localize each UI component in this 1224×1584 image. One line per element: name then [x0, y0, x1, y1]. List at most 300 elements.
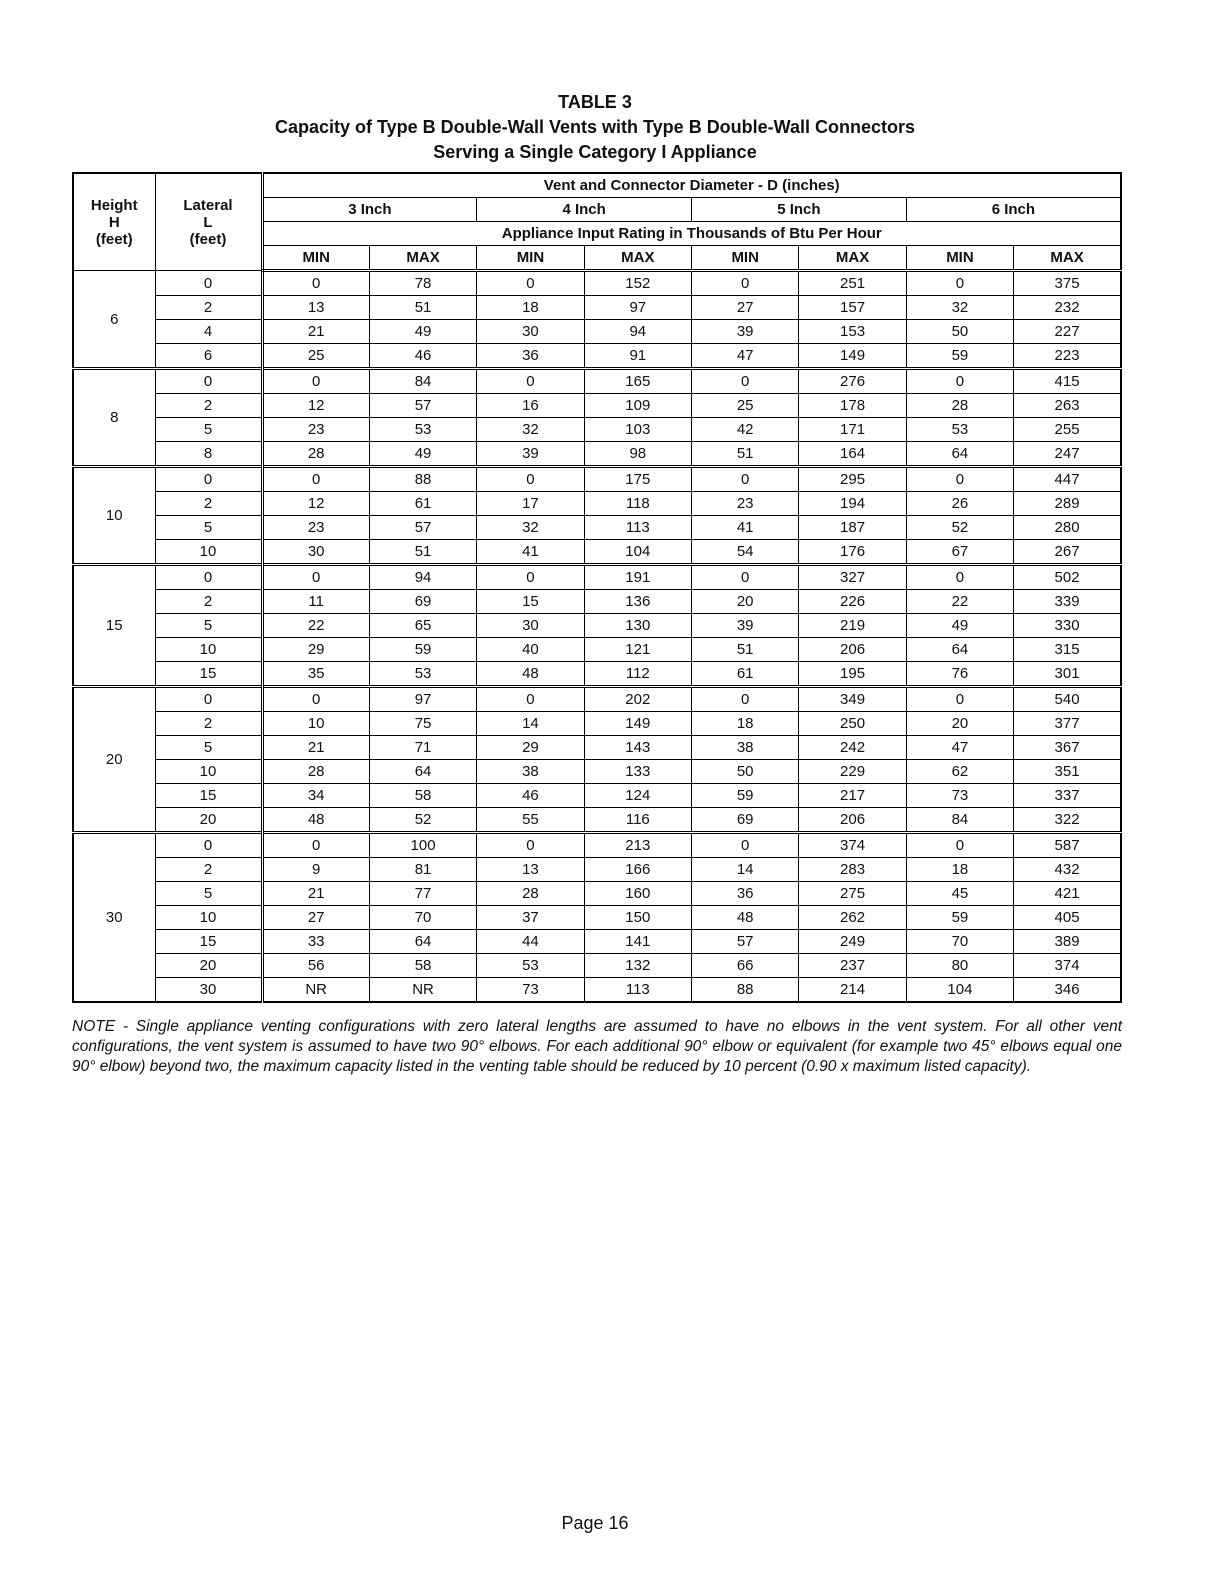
- table-row: [73, 808, 1121, 833]
- capacity-cell: 26: [906, 492, 1013, 516]
- capacity-cell: 130: [584, 614, 691, 638]
- capacity-cell: 59: [369, 638, 476, 662]
- lateral-header: Lateral L (feet): [155, 173, 262, 271]
- lateral-cell: 20: [155, 954, 262, 978]
- height-header: Height H (feet): [73, 173, 155, 271]
- max-header: MAX: [799, 246, 906, 271]
- table-row: [73, 906, 1121, 930]
- capacity-cell: 187: [799, 516, 906, 540]
- table-row: [73, 736, 1121, 760]
- height-cell: 15: [73, 565, 155, 687]
- height-cell: 30: [73, 833, 155, 1003]
- capacity-cell: 97: [369, 687, 476, 712]
- diameter-header: Vent and Connector Diameter - D (inches): [262, 173, 1121, 198]
- capacity-cell: 94: [369, 565, 476, 590]
- capacity-cell: 48: [477, 662, 584, 687]
- table-row: [73, 687, 1121, 712]
- capacity-cell: 32: [477, 516, 584, 540]
- lateral-cell: 2: [155, 394, 262, 418]
- capacity-cell: 94: [584, 320, 691, 344]
- table-row: [73, 978, 1121, 1003]
- table-number: TABLE 3: [558, 92, 632, 112]
- capacity-cell: 84: [906, 808, 1013, 833]
- capacity-cell: 48: [692, 906, 799, 930]
- capacity-cell: 0: [262, 467, 369, 492]
- capacity-cell: 0: [477, 271, 584, 296]
- lateral-cell: 5: [155, 516, 262, 540]
- capacity-cell: 53: [369, 662, 476, 687]
- capacity-cell: 113: [584, 978, 691, 1003]
- capacity-cell: 315: [1014, 638, 1121, 662]
- capacity-cell: 255: [1014, 418, 1121, 442]
- table-row: [73, 784, 1121, 808]
- capacity-cell: 322: [1014, 808, 1121, 833]
- lateral-cell: 5: [155, 418, 262, 442]
- table-row: [73, 271, 1121, 296]
- capacity-cell: 65: [369, 614, 476, 638]
- capacity-cell: 213: [584, 833, 691, 858]
- capacity-cell: 18: [906, 858, 1013, 882]
- lateral-cell: 0: [155, 687, 262, 712]
- lateral-cell: 2: [155, 296, 262, 320]
- capacity-cell: 66: [692, 954, 799, 978]
- table-row: [73, 760, 1121, 784]
- capacity-cell: 36: [692, 882, 799, 906]
- capacity-cell: 39: [692, 320, 799, 344]
- capacity-cell: 59: [906, 906, 1013, 930]
- lateral-cell: 5: [155, 736, 262, 760]
- capacity-cell: 0: [262, 369, 369, 394]
- capacity-cell: 57: [692, 930, 799, 954]
- table-row: [73, 344, 1121, 369]
- capacity-cell: 327: [799, 565, 906, 590]
- table-row: [73, 394, 1121, 418]
- capacity-cell: 56: [262, 954, 369, 978]
- capacity-cell: 41: [692, 516, 799, 540]
- capacity-cell: 36: [477, 344, 584, 369]
- capacity-cell: 0: [262, 271, 369, 296]
- capacity-cell: 81: [369, 858, 476, 882]
- capacity-cell: 50: [692, 760, 799, 784]
- lateral-cell: 2: [155, 590, 262, 614]
- capacity-cell: 49: [369, 320, 476, 344]
- table-row: [73, 638, 1121, 662]
- capacity-cell: 0: [477, 467, 584, 492]
- capacity-cell: 249: [799, 930, 906, 954]
- capacity-cell: 141: [584, 930, 691, 954]
- capacity-cell: 112: [584, 662, 691, 687]
- capacity-cell: 206: [799, 638, 906, 662]
- capacity-cell: 59: [906, 344, 1013, 369]
- capacity-cell: 165: [584, 369, 691, 394]
- capacity-cell: 67: [906, 540, 1013, 565]
- capacity-cell: 51: [369, 540, 476, 565]
- table-row: [73, 858, 1121, 882]
- capacity-cell: 132: [584, 954, 691, 978]
- capacity-cell: 98: [584, 442, 691, 467]
- capacity-cell: 219: [799, 614, 906, 638]
- capacity-cell: 229: [799, 760, 906, 784]
- capacity-cell: 30: [477, 320, 584, 344]
- capacity-cell: 405: [1014, 906, 1121, 930]
- size-5-header: 5 Inch: [692, 198, 907, 222]
- capacity-cell: 0: [477, 833, 584, 858]
- lateral-cell: 2: [155, 492, 262, 516]
- capacity-cell: 73: [906, 784, 1013, 808]
- capacity-cell: 75: [369, 712, 476, 736]
- table-row: [73, 492, 1121, 516]
- capacity-cell: 283: [799, 858, 906, 882]
- capacity-cell: 51: [692, 638, 799, 662]
- capacity-cell: 12: [262, 394, 369, 418]
- capacity-cell: 0: [262, 833, 369, 858]
- capacity-cell: 232: [1014, 296, 1121, 320]
- capacity-cell: 0: [692, 565, 799, 590]
- capacity-cell: 51: [692, 442, 799, 467]
- capacity-cell: 45: [906, 882, 1013, 906]
- table-row: [73, 369, 1121, 394]
- capacity-cell: 116: [584, 808, 691, 833]
- capacity-cell: 502: [1014, 565, 1121, 590]
- capacity-cell: 10: [262, 712, 369, 736]
- capacity-cell: 0: [906, 271, 1013, 296]
- capacity-cell: 0: [692, 687, 799, 712]
- capacity-cell: 64: [369, 760, 476, 784]
- lateral-cell: 10: [155, 760, 262, 784]
- capacity-cell: 25: [692, 394, 799, 418]
- capacity-cell: 22: [906, 590, 1013, 614]
- capacity-cell: 13: [477, 858, 584, 882]
- capacity-cell: 28: [262, 442, 369, 467]
- capacity-cell: 53: [369, 418, 476, 442]
- table-row: [73, 540, 1121, 565]
- capacity-cell: 80: [906, 954, 1013, 978]
- capacity-cell: 247: [1014, 442, 1121, 467]
- capacity-cell: 52: [369, 808, 476, 833]
- size-6-header: 6 Inch: [906, 198, 1121, 222]
- capacity-cell: 0: [692, 271, 799, 296]
- lateral-cell: 5: [155, 614, 262, 638]
- capacity-cell: 104: [584, 540, 691, 565]
- capacity-cell: 39: [692, 614, 799, 638]
- capacity-cell: 58: [369, 954, 476, 978]
- capacity-cell: 16: [477, 394, 584, 418]
- capacity-cell: 70: [906, 930, 1013, 954]
- capacity-cell: 100: [369, 833, 476, 858]
- table-caption-line2: Serving a Single Category I Appliance: [433, 142, 757, 162]
- capacity-cell: 77: [369, 882, 476, 906]
- capacity-cell: 109: [584, 394, 691, 418]
- lateral-cell: 15: [155, 662, 262, 687]
- capacity-cell: 48: [262, 808, 369, 833]
- table-row: [73, 516, 1121, 540]
- lateral-cell: 0: [155, 467, 262, 492]
- lateral-cell: 8: [155, 442, 262, 467]
- capacity-cell: 41: [477, 540, 584, 565]
- capacity-cell: 195: [799, 662, 906, 687]
- capacity-cell: 53: [906, 418, 1013, 442]
- capacity-cell: 53: [477, 954, 584, 978]
- capacity-cell: 42: [692, 418, 799, 442]
- capacity-cell: NR: [262, 978, 369, 1003]
- capacity-cell: 78: [369, 271, 476, 296]
- capacity-cell: 28: [906, 394, 1013, 418]
- capacity-cell: 32: [477, 418, 584, 442]
- lateral-cell: 2: [155, 712, 262, 736]
- vent-capacity-table: [72, 172, 1122, 1003]
- lateral-cell: 2: [155, 858, 262, 882]
- height-cell: 20: [73, 687, 155, 833]
- capacity-cell: 64: [906, 638, 1013, 662]
- capacity-cell: 0: [692, 467, 799, 492]
- capacity-cell: NR: [369, 978, 476, 1003]
- table-caption-line1: Capacity of Type B Double-Wall Vents with Type B Double-Wall Connectors: [274, 117, 916, 137]
- capacity-cell: 33: [262, 930, 369, 954]
- capacity-cell: 267: [1014, 540, 1121, 565]
- capacity-cell: 11: [262, 590, 369, 614]
- capacity-cell: 12: [262, 492, 369, 516]
- capacity-cell: 149: [584, 712, 691, 736]
- capacity-cell: 38: [477, 760, 584, 784]
- capacity-cell: 275: [799, 882, 906, 906]
- capacity-cell: 29: [477, 736, 584, 760]
- capacity-cell: 103: [584, 418, 691, 442]
- capacity-cell: 25: [262, 344, 369, 369]
- capacity-cell: 28: [477, 882, 584, 906]
- capacity-cell: 50: [906, 320, 1013, 344]
- capacity-cell: 47: [692, 344, 799, 369]
- capacity-cell: 152: [584, 271, 691, 296]
- lateral-cell: 20: [155, 808, 262, 833]
- capacity-cell: 21: [262, 736, 369, 760]
- capacity-cell: 194: [799, 492, 906, 516]
- table-row: [73, 614, 1121, 638]
- capacity-cell: 250: [799, 712, 906, 736]
- table-body: [73, 271, 1121, 1003]
- rating-header: Appliance Input Rating in Thousands of Btu Per Hour: [262, 222, 1121, 246]
- lateral-cell: 4: [155, 320, 262, 344]
- capacity-cell: 389: [1014, 930, 1121, 954]
- capacity-cell: 0: [692, 369, 799, 394]
- capacity-cell: 62: [906, 760, 1013, 784]
- capacity-cell: 0: [692, 833, 799, 858]
- capacity-cell: 44: [477, 930, 584, 954]
- page-number: Page 16: [561, 1513, 629, 1533]
- max-header: MAX: [369, 246, 476, 271]
- capacity-cell: 166: [584, 858, 691, 882]
- capacity-cell: 377: [1014, 712, 1121, 736]
- capacity-cell: 0: [477, 687, 584, 712]
- capacity-cell: 9: [262, 858, 369, 882]
- capacity-cell: 237: [799, 954, 906, 978]
- capacity-cell: 15: [477, 590, 584, 614]
- capacity-cell: 18: [477, 296, 584, 320]
- size-3-header: 3 Inch: [262, 198, 477, 222]
- capacity-cell: 0: [262, 565, 369, 590]
- capacity-cell: 21: [262, 320, 369, 344]
- capacity-cell: 191: [584, 565, 691, 590]
- capacity-cell: 214: [799, 978, 906, 1003]
- lateral-cell: 30: [155, 978, 262, 1003]
- lateral-cell: 10: [155, 906, 262, 930]
- capacity-cell: 38: [692, 736, 799, 760]
- table-title: [0, 90, 1190, 165]
- capacity-cell: 54: [692, 540, 799, 565]
- capacity-cell: 23: [262, 516, 369, 540]
- capacity-cell: 143: [584, 736, 691, 760]
- capacity-cell: 32: [906, 296, 1013, 320]
- table-row: [73, 296, 1121, 320]
- capacity-cell: 202: [584, 687, 691, 712]
- capacity-cell: 136: [584, 590, 691, 614]
- capacity-cell: 59: [692, 784, 799, 808]
- table-row: [73, 320, 1121, 344]
- capacity-cell: 91: [584, 344, 691, 369]
- table-row: [73, 662, 1121, 687]
- lateral-cell: 10: [155, 638, 262, 662]
- lateral-cell: 6: [155, 344, 262, 369]
- height-cell: 10: [73, 467, 155, 565]
- height-cell: 6: [73, 271, 155, 369]
- lateral-cell: 0: [155, 369, 262, 394]
- capacity-cell: 97: [584, 296, 691, 320]
- capacity-cell: 23: [692, 492, 799, 516]
- capacity-cell: 18: [692, 712, 799, 736]
- capacity-cell: 34: [262, 784, 369, 808]
- capacity-cell: 223: [1014, 344, 1121, 369]
- capacity-cell: 447: [1014, 467, 1121, 492]
- capacity-cell: 49: [906, 614, 1013, 638]
- table-row: [73, 565, 1121, 590]
- capacity-cell: 20: [692, 590, 799, 614]
- capacity-cell: 206: [799, 808, 906, 833]
- capacity-cell: 14: [477, 712, 584, 736]
- capacity-cell: 71: [369, 736, 476, 760]
- lateral-cell: 0: [155, 271, 262, 296]
- capacity-cell: 175: [584, 467, 691, 492]
- capacity-cell: 0: [477, 565, 584, 590]
- capacity-cell: 330: [1014, 614, 1121, 638]
- capacity-cell: 157: [799, 296, 906, 320]
- capacity-cell: 124: [584, 784, 691, 808]
- capacity-cell: 21: [262, 882, 369, 906]
- capacity-cell: 164: [799, 442, 906, 467]
- capacity-cell: 64: [906, 442, 1013, 467]
- capacity-cell: 58: [369, 784, 476, 808]
- capacity-cell: 84: [369, 369, 476, 394]
- capacity-cell: 37: [477, 906, 584, 930]
- capacity-cell: 14: [692, 858, 799, 882]
- capacity-cell: 27: [692, 296, 799, 320]
- capacity-cell: 40: [477, 638, 584, 662]
- capacity-cell: 46: [369, 344, 476, 369]
- capacity-cell: 29: [262, 638, 369, 662]
- table-row: [73, 712, 1121, 736]
- capacity-cell: 242: [799, 736, 906, 760]
- capacity-cell: 118: [584, 492, 691, 516]
- capacity-cell: 0: [906, 369, 1013, 394]
- capacity-cell: 421: [1014, 882, 1121, 906]
- capacity-cell: 17: [477, 492, 584, 516]
- capacity-cell: 69: [369, 590, 476, 614]
- lateral-cell: 0: [155, 833, 262, 858]
- capacity-cell: 22: [262, 614, 369, 638]
- capacity-cell: 39: [477, 442, 584, 467]
- max-header: MAX: [1014, 246, 1121, 271]
- capacity-cell: 51: [369, 296, 476, 320]
- capacity-cell: 149: [799, 344, 906, 369]
- capacity-cell: 263: [1014, 394, 1121, 418]
- lateral-cell: 10: [155, 540, 262, 565]
- table-row: [73, 882, 1121, 906]
- height-cell: 8: [73, 369, 155, 467]
- capacity-cell: 337: [1014, 784, 1121, 808]
- min-header: MIN: [477, 246, 584, 271]
- lateral-cell: 15: [155, 784, 262, 808]
- capacity-cell: 251: [799, 271, 906, 296]
- capacity-cell: 0: [906, 467, 1013, 492]
- capacity-cell: 52: [906, 516, 1013, 540]
- min-header: MIN: [262, 246, 369, 271]
- capacity-cell: 226: [799, 590, 906, 614]
- table-row: [73, 833, 1121, 858]
- table-row: [73, 590, 1121, 614]
- capacity-cell: 0: [906, 565, 1013, 590]
- capacity-cell: 349: [799, 687, 906, 712]
- table-note: NOTE - Single appliance venting configurations with zero lateral lengths are assumed to have no elbows in the vent system. For all other vent configurations, the vent system is assumed to have two 90° elbows. For each additional 90° elbow or equivalent (for example two 45° elbows equal one 90° elbow) beyond two, the maximum capacity listed in the venting table should be reduced by 10 percent (0.90 x maximum listed capacity).: [72, 1018, 1122, 1075]
- capacity-cell: 113: [584, 516, 691, 540]
- capacity-cell: 150: [584, 906, 691, 930]
- capacity-cell: 262: [799, 906, 906, 930]
- capacity-cell: 64: [369, 930, 476, 954]
- capacity-cell: 133: [584, 760, 691, 784]
- lateral-cell: 0: [155, 565, 262, 590]
- capacity-cell: 61: [692, 662, 799, 687]
- size-4-header: 4 Inch: [477, 198, 692, 222]
- capacity-cell: 227: [1014, 320, 1121, 344]
- capacity-cell: 346: [1014, 978, 1121, 1003]
- capacity-cell: 280: [1014, 516, 1121, 540]
- lateral-cell: 15: [155, 930, 262, 954]
- capacity-cell: 88: [369, 467, 476, 492]
- capacity-cell: 351: [1014, 760, 1121, 784]
- capacity-cell: 178: [799, 394, 906, 418]
- max-header: MAX: [584, 246, 691, 271]
- lateral-cell: 5: [155, 882, 262, 906]
- capacity-cell: 49: [369, 442, 476, 467]
- min-header: MIN: [906, 246, 1013, 271]
- capacity-cell: 153: [799, 320, 906, 344]
- capacity-cell: 28: [262, 760, 369, 784]
- capacity-cell: 46: [477, 784, 584, 808]
- capacity-cell: 540: [1014, 687, 1121, 712]
- capacity-cell: 20: [906, 712, 1013, 736]
- capacity-cell: 587: [1014, 833, 1121, 858]
- capacity-cell: 176: [799, 540, 906, 565]
- capacity-cell: 30: [262, 540, 369, 565]
- capacity-cell: 415: [1014, 369, 1121, 394]
- capacity-cell: 35: [262, 662, 369, 687]
- capacity-cell: 61: [369, 492, 476, 516]
- min-header: MIN: [692, 246, 799, 271]
- capacity-cell: 217: [799, 784, 906, 808]
- table-row: [73, 467, 1121, 492]
- capacity-cell: 55: [477, 808, 584, 833]
- capacity-cell: 0: [906, 687, 1013, 712]
- capacity-cell: 88: [692, 978, 799, 1003]
- capacity-cell: 73: [477, 978, 584, 1003]
- capacity-cell: 367: [1014, 736, 1121, 760]
